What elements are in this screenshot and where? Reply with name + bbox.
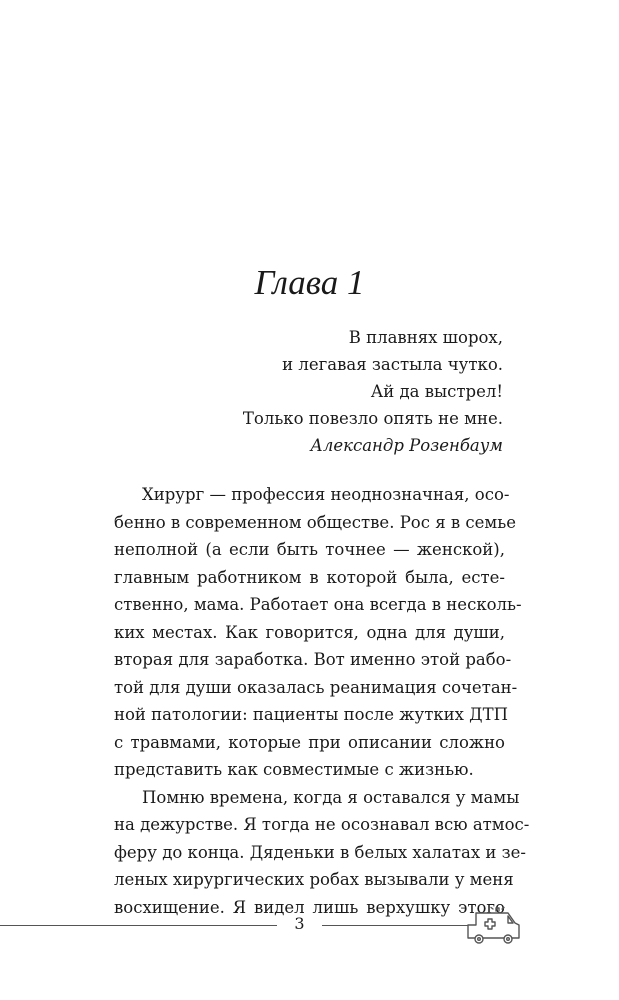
body-text (114, 481, 530, 921)
chapter-title: Глава 1 (254, 263, 365, 302)
body-line: Помню времена, когда я оставался у мамы (142, 787, 520, 807)
body-line: той для души оказалась реанимация сочетан- (114, 677, 518, 697)
body-line: бенно в современном обществе. Рос я в семье (114, 512, 516, 532)
body-line: восхищение. Я видел лишь верхушку этого (114, 897, 505, 917)
epigraph-line: Ай да выстрел! (370, 382, 503, 401)
body-line: леных хирургических робах вызывали у меня (114, 870, 514, 889)
footer-rule-left (0, 925, 277, 926)
body-line: ной патологии: пациенты после жутких ДТП (114, 705, 508, 724)
body-line: Хирург — профессия неоднозначная, осо- (142, 485, 510, 504)
footer-rule-right (322, 925, 468, 926)
epigraph-line: и легавая застыла чутко. (282, 355, 503, 374)
body-line: феру до конца. Дяденьки в белых халатах и зе- (114, 842, 526, 862)
ambulance-icon (466, 906, 522, 946)
body-line: ких местах. Как говорится, одна для души, (114, 622, 505, 642)
epigraph-line: В плавнях шорох, (348, 328, 503, 347)
body-line: с травмами, которые при описании сложно (114, 732, 505, 752)
body-line: ственно, мама. Работает она всегда в несколь- (114, 595, 522, 614)
page-number: 3 (294, 914, 305, 933)
epigraph-line: Только повезло опять не мне. (242, 409, 503, 428)
body-line: представить как совместимые с жизнью. (114, 760, 474, 779)
body-line: главным работником в которой была, есте- (114, 567, 505, 587)
body-line: на дежурстве. Я тогда не осознавал всю атмос- (114, 815, 530, 834)
epigraph-author: Александр Розенбаум (310, 436, 503, 455)
epigraph (103, 324, 503, 459)
body-line: вторая для заработка. Вот именно этой рабо- (114, 650, 512, 669)
body-line: неполной (а если быть точнее — женской), (114, 540, 505, 559)
